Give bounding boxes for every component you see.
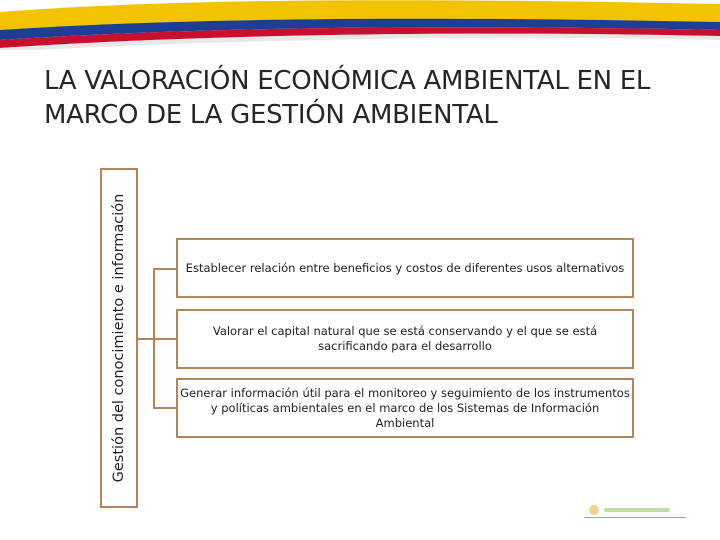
diagram-item-1-text: Establecer relación entre beneficios y costos de diferentes usos alternativos <box>185 260 625 275</box>
connector-branch-2 <box>153 338 177 340</box>
diagram-item-1 <box>176 238 634 298</box>
diagram-item-2 <box>176 309 634 369</box>
flag-banner <box>0 0 720 50</box>
connector-branch-1 <box>153 268 177 270</box>
diagram-root-label: Gestión del conocimiento e información <box>111 193 127 483</box>
logo-underline <box>584 517 686 518</box>
page-title-line2: MARCO DE LA GESTIÓN AMBIENTAL <box>44 100 498 130</box>
diagram-item-3-text: Generar información útil para el monitoreo y seguimiento de los instrumentos y políticas ambientales en el marco de los Sistemas de Información Ambiental <box>180 385 630 430</box>
page-title <box>44 64 704 132</box>
connector-trunk <box>138 338 154 340</box>
diagram-item-2-text: Valorar el capital natural que se está conservando y el que se está sacrificando para el desarrollo <box>212 324 598 353</box>
connector-branch-3 <box>153 407 177 409</box>
diagram-root-box <box>100 168 138 508</box>
page-title-line1: LA VALORACIÓN ECONÓMICA AMBIENTAL EN EL <box>44 66 651 96</box>
diagram-item-3 <box>176 378 634 438</box>
